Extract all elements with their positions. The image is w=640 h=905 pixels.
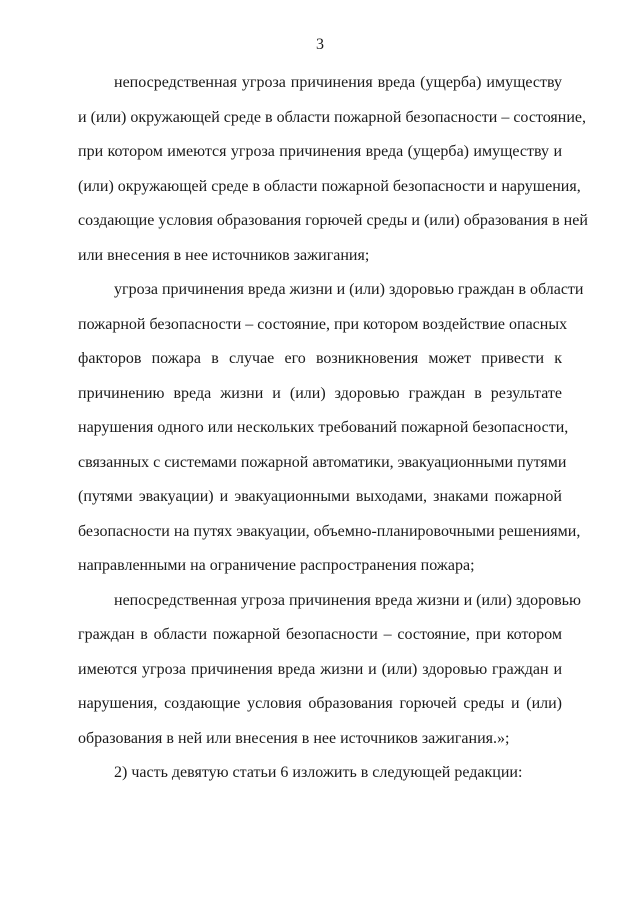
paragraph-2 (78, 273, 584, 584)
paragraph-line: пожарной безопасности – состояние, при котором воздействие опасных (78, 315, 568, 333)
paragraph-line: непосредственная угроза причинения вреда (ущерба) имуществу (114, 74, 562, 91)
paragraph-line: причинению вреда жизни и (или) здоровью граждан в результате (78, 384, 562, 402)
document-body (78, 66, 588, 791)
paragraph-line: нарушения, создающие условия образования горючей среды и (или) (78, 695, 562, 712)
paragraph-line: граждан в области пожарной безопасности – состояние, при котором (78, 626, 562, 643)
paragraph-line: направленными на ограничение распространения пожара; (78, 557, 475, 574)
paragraph-line: при котором имеются угроза причинения вреда (ущерба) имуществу и (78, 143, 562, 160)
paragraph-line: и (или) окружающей среде в области пожарной безопасности – состояние, (78, 108, 586, 126)
paragraph-1 (78, 66, 588, 273)
paragraph-line: угроза причинения вреда жизни и (или) здоровью граждан в области (114, 281, 584, 298)
paragraph-line: создающие условия образования горючей среды и (или) образования в ней (78, 212, 588, 229)
paragraph-line: факторов пожара в случае его возникновения может привести к (78, 350, 562, 367)
paragraph-line: безопасности на путях эвакуации, объемно-планировочными решениями, (78, 522, 581, 540)
paragraph-line: или внесения в нее источников зажигания; (78, 246, 370, 264)
paragraph-line: связанных с системами пожарной автоматики, эвакуационными путями (78, 453, 567, 471)
list-item-2: 2) часть девятую статьи 6 изложить в следующей редакции: (114, 764, 523, 781)
paragraph-line: нарушения одного или нескольких требований пожарной безопасности, (78, 419, 569, 436)
paragraph-line: (или) окружающей среде в области пожарной безопасности и нарушения, (78, 177, 581, 195)
paragraph-line: образования в ней или внесения в нее источников зажигания.»; (78, 729, 510, 747)
paragraph-line: непосредственная угроза причинения вреда жизни и (или) здоровью (114, 591, 581, 609)
paragraph-3 (78, 584, 581, 757)
paragraph-line: (путями эвакуации) и эвакуационными выходами, знаками пожарной (78, 488, 562, 505)
paragraph-line: имеются угроза причинения вреда жизни и (или) здоровью граждан и (78, 660, 562, 678)
page-number: 3 (316, 36, 324, 53)
